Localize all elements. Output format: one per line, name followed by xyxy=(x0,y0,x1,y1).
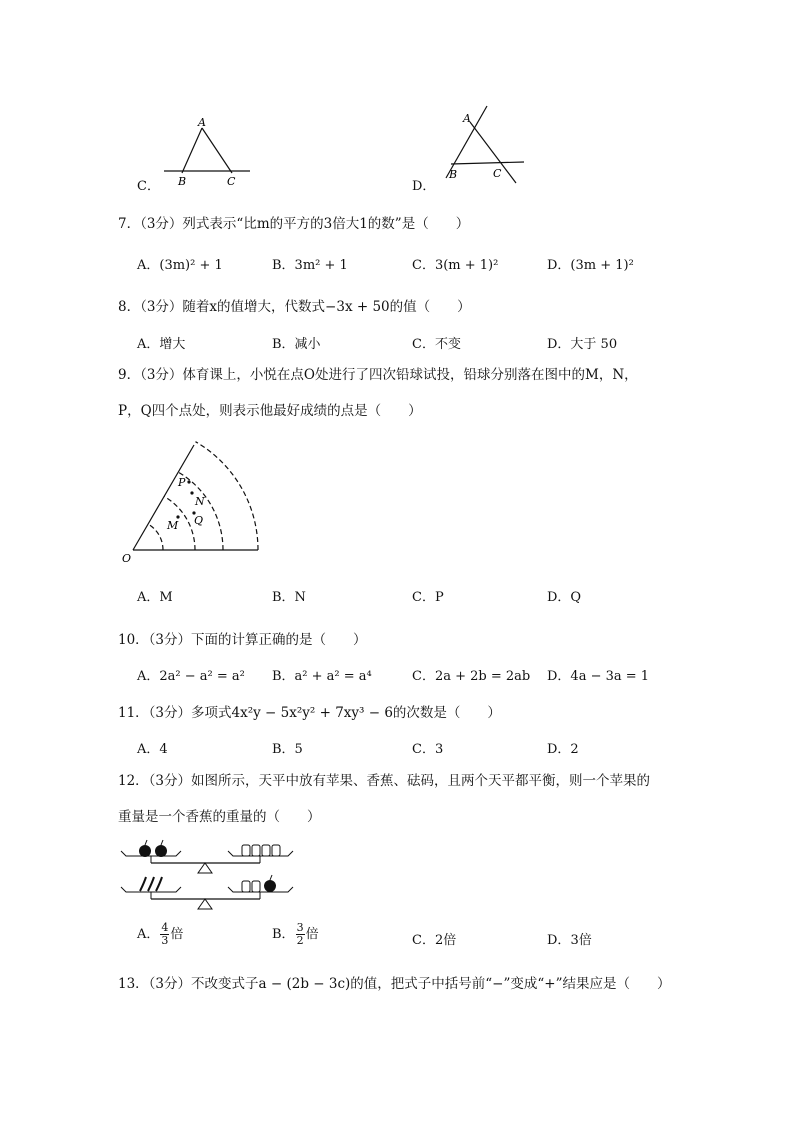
q11-option-d[interactable]: D．2 xyxy=(547,742,579,757)
q10-stem: 10．（3分）下面的计算正确的是（ ） xyxy=(118,632,367,648)
q7-option-c[interactable]: C．3(m + 1)² xyxy=(412,258,499,273)
q13-stem: 13．（3分）不改变式子a − (2b − 3c)的值，把式子中括号前“−”变成“+”结果应是（ ） xyxy=(118,976,671,992)
weight-icon xyxy=(272,845,280,856)
point-n xyxy=(190,491,193,494)
label-q: Q xyxy=(194,514,204,527)
q12-option-b[interactable]: B． $\frac{3}{2}$ 倍 xyxy=(272,921,319,947)
point-p xyxy=(187,480,190,483)
q12-stem-line2: 重量是一个香蕉的重量的（ ） xyxy=(118,809,321,825)
q12-option-a[interactable]: A． $\frac{4}{3}$ 倍 xyxy=(137,921,184,947)
q7-option-d[interactable]: D．(3m + 1)² xyxy=(547,258,634,273)
weight-icon xyxy=(242,845,250,856)
q9-shotput-figure xyxy=(118,435,268,570)
q6-option-c-label: C． xyxy=(137,179,160,194)
q10-option-c[interactable]: C．2a + 2b = 2ab xyxy=(412,669,531,684)
q8-option-d[interactable]: D．大于 50 xyxy=(547,337,618,352)
banana-icon xyxy=(156,877,162,891)
q6d-label-a: A xyxy=(463,112,471,125)
apple-icon xyxy=(264,880,276,892)
balance-1 xyxy=(121,840,293,873)
weight-icon xyxy=(262,845,270,856)
q9-option-b[interactable]: B．N xyxy=(272,590,306,605)
q12-option-d[interactable]: D．3倍 xyxy=(547,933,592,948)
q6d-label-b: B xyxy=(449,168,458,181)
weight-icon xyxy=(252,845,260,856)
q9-stem-line1: 9．（3分）体育课上，小悦在点O处进行了四次铅球试投，铅球分别落在图中的M，N， xyxy=(118,367,638,383)
balance-2 xyxy=(121,875,293,909)
q10-option-b[interactable]: B．a² + a² = a⁴ xyxy=(272,669,372,684)
q6d-label-c: C xyxy=(493,167,502,180)
label-m: M xyxy=(167,519,179,532)
label-o: O xyxy=(122,552,132,565)
q11-stem: 11．（3分）多项式4x²y − 5x²y² + 7xy³ − 6的次数是（ ） xyxy=(118,705,501,721)
q8-stem: 8．（3分）随着x的值增大，代数式−3x + 50的值（ ） xyxy=(118,299,471,315)
q8-option-a[interactable]: A．增大 xyxy=(137,337,186,352)
q8-option-c[interactable]: C．不变 xyxy=(412,337,461,352)
q6c-label-b: B xyxy=(178,175,187,188)
banana-icon xyxy=(148,877,154,891)
label-p: P xyxy=(178,476,186,489)
q10-option-d[interactable]: D．4a − 3a = 1 xyxy=(547,669,650,684)
q8-option-b[interactable]: B．减小 xyxy=(272,337,321,352)
q12-stem-line1: 12．（3分）如图所示，天平中放有苹果、香蕉、砝码，且两个天平都平衡，则一个苹果的 xyxy=(118,773,651,789)
q9-option-d[interactable]: D．Q xyxy=(547,590,582,605)
q6c-label-a: A xyxy=(198,116,206,129)
weight-icon xyxy=(252,881,260,892)
q6-figure-c xyxy=(160,115,255,190)
q12-option-c[interactable]: C．2倍 xyxy=(412,933,457,948)
q9-option-c[interactable]: C．P xyxy=(412,590,444,605)
banana-icon xyxy=(140,877,146,891)
q11-option-b[interactable]: B．5 xyxy=(272,742,303,757)
apple-icon xyxy=(139,845,151,857)
label-n: N xyxy=(195,495,205,508)
q6-figure-d xyxy=(432,100,532,190)
weight-icon xyxy=(242,881,250,892)
q11-option-c[interactable]: C．3 xyxy=(412,742,444,757)
q6c-label-c: C xyxy=(227,175,236,188)
q7-option-a[interactable]: A．(3m)² + 1 xyxy=(137,258,223,273)
q6-option-d-label: D． xyxy=(412,179,436,194)
q11-option-a[interactable]: A．4 xyxy=(137,742,168,757)
q9-stem-line2: P，Q四个点处，则表示他最好成绩的点是（ ） xyxy=(118,403,422,419)
q7-stem: 7．（3分）列式表示“比m的平方的3倍大1的数”是（ ） xyxy=(118,216,470,232)
q9-option-a[interactable]: A．M xyxy=(137,590,173,605)
q10-option-a[interactable]: A．2a² − a² = a² xyxy=(137,669,245,684)
apple-icon xyxy=(155,845,167,857)
q7-option-b[interactable]: B．3m² + 1 xyxy=(272,258,348,273)
q12-balance-figure xyxy=(118,833,308,918)
